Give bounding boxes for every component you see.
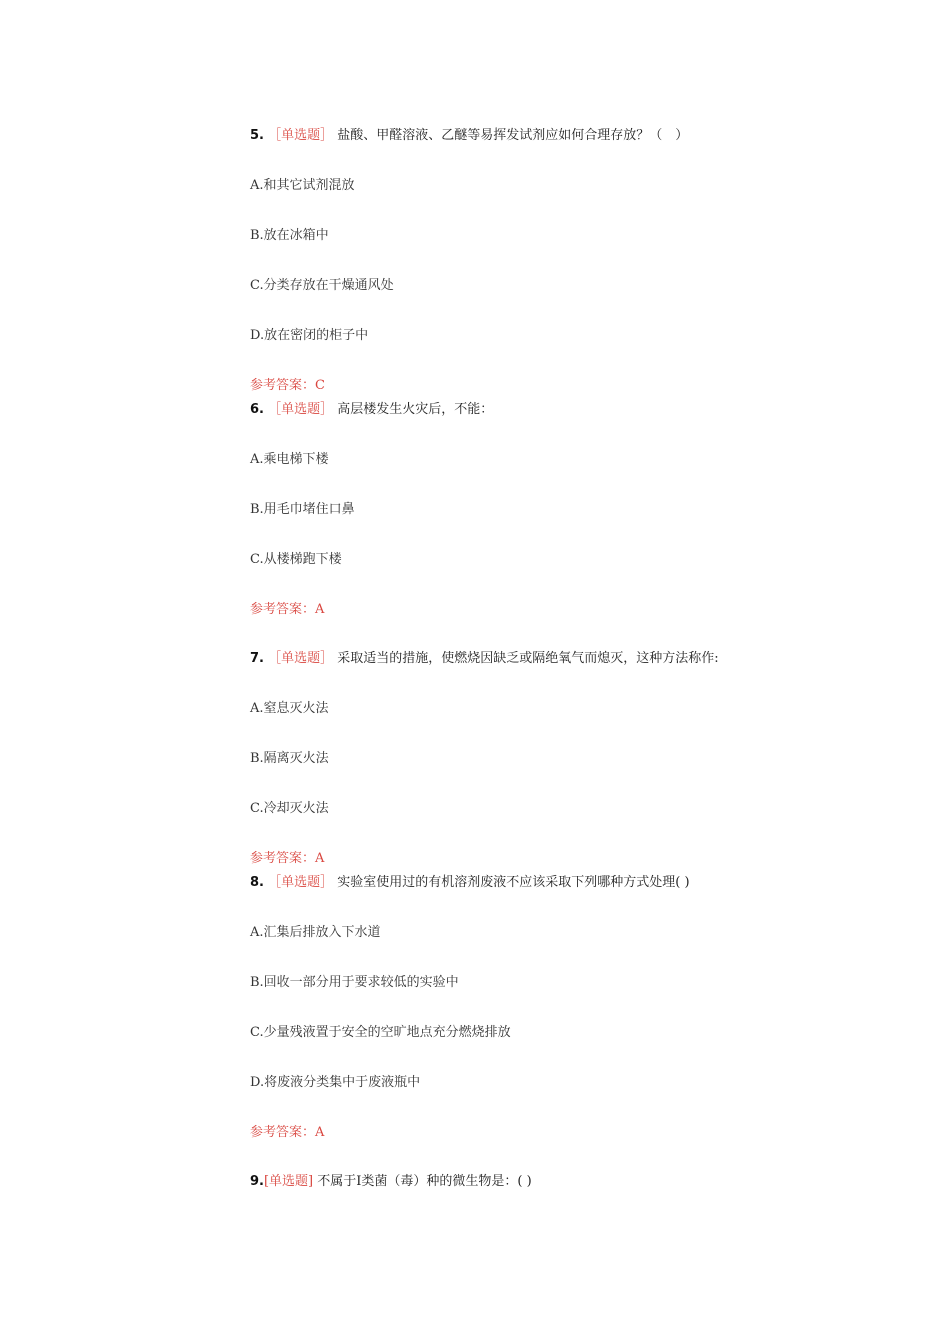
question-text: 采取适当的措施，使燃烧因缺乏或隔绝氧气而熄灭，这种方法称作: xyxy=(337,651,719,666)
question-text: 高层楼发生火灾后，不能： xyxy=(337,402,494,417)
question-number: 9. xyxy=(250,1174,264,1189)
q6-answer: 参考答案：A xyxy=(250,602,325,617)
q8-answer: 参考答案：A xyxy=(250,1125,325,1140)
q8-option-d: D.将废液分类集中于废液瓶中 xyxy=(250,1075,421,1090)
q8-option-c: C.少量残液置于安全的空旷地点充分燃烧排放 xyxy=(250,1025,511,1040)
q5-answer: 参考答案：C xyxy=(250,378,325,393)
q6-option-c: C.从楼梯跑下楼 xyxy=(250,552,342,567)
q7-option-b: B.隔离灭火法 xyxy=(250,751,329,766)
question-type-tag: ［单选题］ xyxy=(268,875,334,890)
question-type-tag: ［单选题］ xyxy=(268,402,334,417)
q7-answer: 参考答案：A xyxy=(250,851,325,866)
question-9-stem xyxy=(250,1173,532,1191)
q7-option-a: A.窒息灭火法 xyxy=(250,701,329,716)
q8-option-a: A.汇集后排放入下水道 xyxy=(250,925,381,940)
q8-option-b: B.回收一部分用于要求较低的实验中 xyxy=(250,975,459,990)
question-7-stem xyxy=(250,650,719,668)
q5-option-c: C.分类存放在干燥通风处 xyxy=(250,278,394,293)
question-8-stem xyxy=(250,874,690,892)
q5-option-a: A.和其它试剂混放 xyxy=(250,178,355,193)
question-text: 实验室使用过的有机溶剂废液不应该采取下列哪种方式处理( ) xyxy=(337,875,690,890)
q7-option-c: C.冷却灭火法 xyxy=(250,801,329,816)
question-number: 6. xyxy=(250,402,264,417)
q5-option-b: B.放在冰箱中 xyxy=(250,228,329,243)
question-5-stem xyxy=(250,127,688,145)
q5-option-d: D.放在密闭的柜子中 xyxy=(250,328,369,343)
question-type-tag: [单选题] xyxy=(263,1174,314,1189)
question-type-tag: ［单选题］ xyxy=(268,651,334,666)
q6-option-a: A.乘电梯下楼 xyxy=(250,452,329,467)
question-6-stem xyxy=(250,401,493,419)
question-number: 5. xyxy=(250,128,264,143)
question-number: 7. xyxy=(250,651,264,666)
question-number: 8. xyxy=(250,875,264,890)
question-text: 不属于Ⅰ类菌（毒）种的微生物是：( ) xyxy=(317,1174,532,1189)
question-type-tag: ［单选题］ xyxy=(268,128,334,143)
question-text: 盐酸、甲醛溶液、乙醚等易挥发试剂应如何合理存放？（ ） xyxy=(337,128,689,143)
q6-option-b: B.用毛巾堵住口鼻 xyxy=(250,502,355,517)
